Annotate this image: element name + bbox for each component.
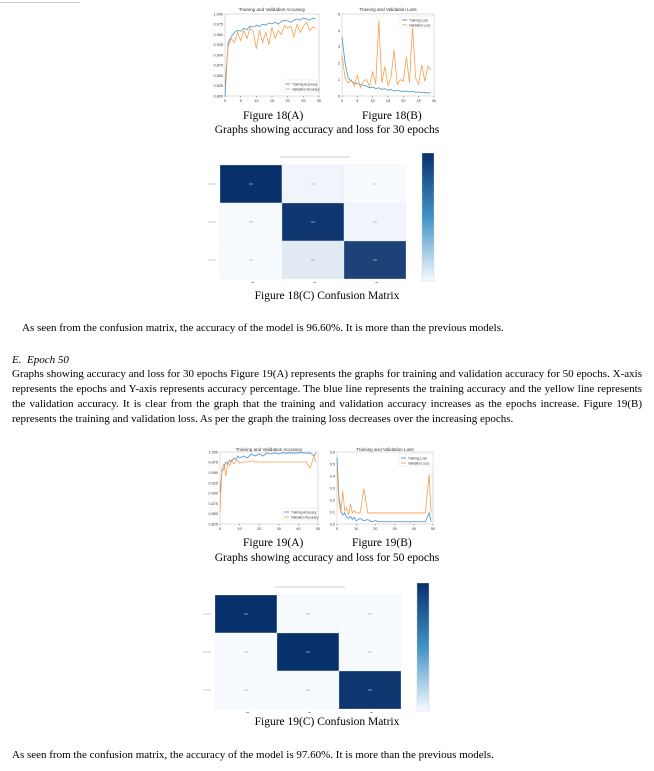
y-tick-label: 0.925 [213,43,223,48]
y-tick-label: 1.000 [208,450,218,455]
y-tick-label: 0.4 [329,474,335,479]
y-tick-label: 0.3 [329,486,335,491]
fig19a-caption: Figure 19(A) [243,537,304,549]
fig19c-caption: Figure 19(C) Confusion Matrix [254,716,400,728]
x-tick-label: 20 [257,527,262,531]
x-tick-label: 50 [430,527,436,531]
cm-col-label-mark [365,712,373,713]
legend-label: Validation Loss [409,23,431,28]
x-tick-label: 50 [315,527,321,531]
x-tick-label: 25 [301,99,306,103]
y-tick-label: 0.825 [208,522,218,527]
x-tick-label: 15 [385,99,391,103]
legend-label: Validation Accuracy [292,87,320,92]
y-tick-label: 0.850 [208,512,218,517]
y-tick-label: 0.975 [208,460,218,465]
cm-col-label-mark [303,712,311,713]
y-tick-label: 0.900 [213,53,223,58]
y-tick-label: 2 [337,61,340,66]
y-tick-label: 0.850 [213,73,223,78]
x-tick-label: 30 [276,527,281,531]
x-tick-label: 20 [285,99,290,103]
x-tick-label: 20 [401,99,406,103]
cm-col-label-mark [370,282,378,283]
fig19-loss-chart [325,444,440,536]
x-tick-label: 0 [335,527,339,531]
fig18-loss-chart [332,4,442,114]
y-tick-label: 0.0 [329,522,335,527]
y-tick-label: 0.825 [213,84,223,89]
fig18-accuracy-chart [205,4,325,114]
paragraph-epoch-50: Graphs showing accuracy and loss for 30 epochs Figure 19(A) represents the graphs for training and validation accuracy for 50 epochs. X-axis represents the epochs and Y-axis represents accuracy percentage. The blue line represents the training accuracy and the yellow line represents the validation accuracy. It is clear from the graph that the training and validation accuracy increases as the epochs increase. Figure 19(B) represents the training and validation loss. As per the graph the training loss decreases over the increasing epochs. [12,368,642,425]
legend-label: Training Loss [409,18,429,23]
y-tick-label: 0.5 [329,462,335,467]
x-tick-label: 10 [354,527,359,531]
x-tick-label: 10 [254,99,259,103]
fig19-confusion-matrix [195,583,445,713]
y-tick-label: 0.875 [213,63,223,68]
x-tick-label: 10 [237,527,242,531]
y-tick-label: 0.875 [208,501,218,506]
x-tick-label: 25 [416,99,421,103]
chart-title: Training and Validation Loss [359,7,417,12]
y-tick-label: 1 [337,78,340,82]
fig19b-caption: Figure 19(B) [352,537,412,549]
x-tick-label: 15 [269,99,275,103]
x-tick-label: 5 [356,99,359,103]
x-tick-label: 40 [411,527,416,531]
fig18c-caption: Figure 18(C) Confusion Matrix [254,290,400,302]
cm-colorbar [417,583,429,711]
fig19-caption: Graphs showing accuracy and loss for 50 epochs [214,552,440,564]
section-letter: E. [12,354,22,366]
fig19-accuracy-chart [200,444,325,536]
y-tick-label: 0.6 [329,450,335,455]
chart-title: Training and Validation Accuracy [235,447,303,452]
y-tick-label: 0.950 [213,32,223,37]
cm-col-label-mark [308,282,316,283]
x-tick-label: 30 [392,527,397,531]
legend-label: Training Accuracy [291,510,317,515]
top-rule [0,0,80,3]
cm-col-label-mark [246,282,254,283]
y-tick-label: 3 [337,45,340,50]
y-tick-label: 0.900 [208,491,218,496]
legend-label: Validation Loss [408,461,430,466]
legend-label: Validation Accuracy [291,515,319,520]
x-tick-label: 30 [431,99,437,103]
x-tick-label: 30 [316,99,322,103]
y-tick-label: 5 [337,12,340,17]
legend-label: Training Loss [408,456,428,461]
fig18-caption: Graphs showing accuracy and loss for 30 epochs [214,124,440,136]
y-tick-label: 1.000 [213,12,223,17]
x-tick-label: 10 [370,99,375,103]
paragraph-accuracy-96: As seen from the confusion matrix, the accuracy of the model is 96.60%. It is more than the previous models. [22,322,504,334]
x-tick-label: 20 [373,527,378,531]
y-tick-label: 0.950 [208,470,218,475]
x-tick-label: 0 [223,99,227,103]
x-tick-label: 5 [239,99,242,103]
fig18-confusion-matrix [200,153,450,283]
paragraph-accuracy-97: As seen from the confusion matrix, the accuracy of the model is 97.60%. It is more than the previous models. [12,749,494,761]
fig18a-caption: Figure 18(A) [243,110,304,122]
cm-colorbar [422,153,434,281]
chart-title: Training and Validation Accuracy [238,7,306,12]
fig18b-caption: Figure 18(B) [362,110,422,122]
y-tick-label: 0.925 [208,481,218,486]
y-tick-label: 0.975 [213,22,223,27]
y-tick-label: 4 [337,28,340,33]
x-tick-label: 40 [296,527,301,531]
y-tick-label: 0.800 [213,94,223,99]
section-heading [12,353,69,368]
cm-col-label-mark [241,712,249,713]
section-title: Epoch 50 [26,354,69,366]
x-tick-label: 0 [218,527,222,531]
chart-title: Training and Validation Loss [356,447,414,452]
x-tick-label: 0 [340,99,344,103]
y-tick-label: 0.1 [329,510,335,515]
legend-label: Training Accuracy [292,82,318,87]
y-tick-label: 0.2 [329,498,335,503]
y-tick-label: 0 [337,94,340,99]
